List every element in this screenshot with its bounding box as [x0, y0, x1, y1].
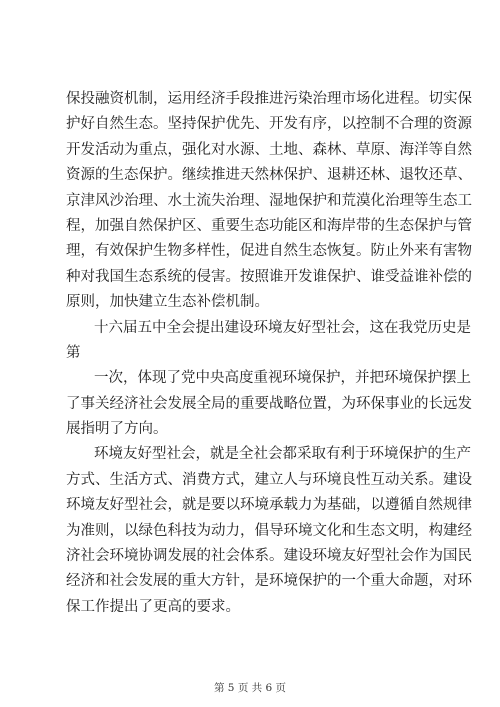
body-text [66, 87, 472, 620]
text-line: 济社会环境协调发展的社会体系。建设环境友好型社会作为国民 [66, 548, 472, 565]
text-line: 种对我国生态系统的侵害。按照谁开发谁保护、谁受益谁补偿的 [66, 268, 472, 285]
text-line: 一次，体现了党中央高度重视环境保护，并把环境保护摆上 [94, 370, 471, 387]
text-line: 京津风沙治理、水土流失治理、湿地保护和荒漠化治理等生态工 [66, 192, 472, 209]
text-line: 理，有效保护生物多样性，促进自然生态恢复。防止外来有害物 [66, 243, 472, 260]
text-line: 护好自然生态。坚持保护优先、开发有序，以控制不合理的资源 [66, 116, 472, 133]
text-line: 十六届五中全会提出建设环境友好型社会，这在我党历史是 [94, 319, 471, 336]
text-line: 程，加强自然保护区、重要生态功能区和海岸带的生态保护与管 [66, 217, 472, 234]
text-line: 环境友好型社会，就是全社会都采取有利于环境保护的生产 [94, 446, 471, 463]
text-line: 原则，加快建立生态补偿机制。 [66, 294, 269, 311]
text-line: 保工作提出了更高的要求。 [66, 598, 240, 615]
text-line: 经济和社会发展的重大方针，是环境保护的一个重大命题，对环 [66, 573, 472, 590]
text-line: 开发活动为重点，强化对水源、土地、森林、草原、海洋等自然 [66, 141, 472, 158]
text-line: 第 [66, 344, 81, 361]
text-line: 资源的生态保护。继续推进天然林保护、退耕还林、退牧还草、 [66, 167, 472, 184]
text-line: 环境友好型社会，就是要以环境承载力为基础，以遵循自然规律 [66, 497, 472, 514]
text-line: 了事关经济社会发展全局的重要战略位置，为环保事业的长远发 [66, 395, 472, 412]
text-line: 保投融资机制，运用经济手段推进污染治理市场化进程。切实保 [66, 91, 472, 107]
text-line: 为准则，以绿色科技为动力，倡导环境文化和生态文明，构建经 [66, 522, 472, 539]
text-line: 展指明了方向。 [66, 421, 168, 438]
text-line: 方式、生活方式、消费方式，建立人与环境良性互动关系。建设 [66, 471, 472, 488]
page-number-footer: 第 5 页 共 6 页 [213, 682, 287, 694]
